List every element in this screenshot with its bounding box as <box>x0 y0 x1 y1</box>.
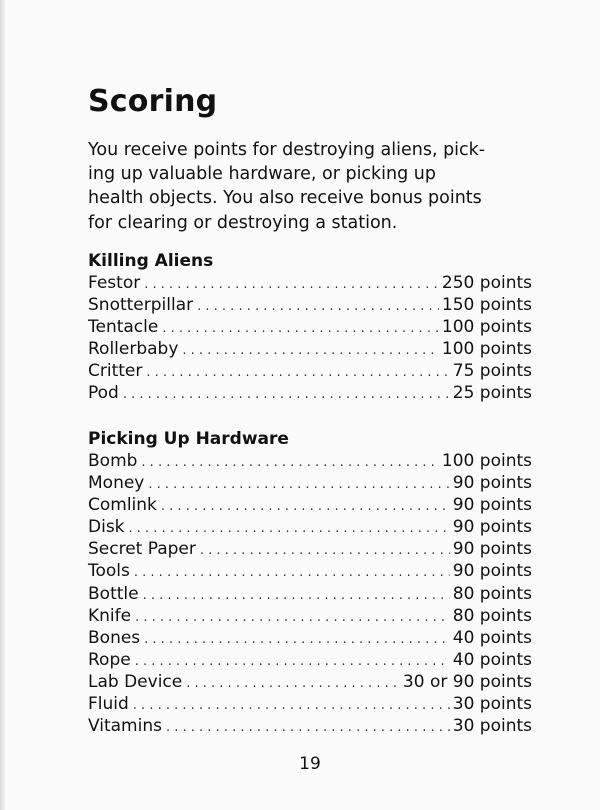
killing-aliens-section <box>88 250 532 405</box>
item-name: Bomb <box>88 451 138 471</box>
page-number: 19 <box>299 754 321 774</box>
dot-leader <box>148 474 449 496</box>
score-row <box>88 338 532 360</box>
score-row <box>88 538 532 560</box>
intro-line: ing up valuable hardware, or picking up <box>88 164 437 185</box>
score-row <box>88 450 532 472</box>
item-name: Tentacle <box>88 317 159 338</box>
item-name: Disk <box>88 517 125 538</box>
score-row <box>88 316 532 338</box>
score-row <box>88 715 532 737</box>
dot-leader <box>166 717 450 739</box>
item-name: Vitamins <box>88 716 162 737</box>
dot-leader <box>200 540 450 562</box>
dot-leader <box>162 318 439 340</box>
score-row <box>88 649 532 671</box>
score-row <box>88 583 532 605</box>
section-heading: Killing Aliens <box>88 251 214 271</box>
score-row <box>88 627 532 649</box>
item-points: 90 points <box>452 473 532 494</box>
item-points: 75 points <box>452 361 532 382</box>
picking-up-hardware-section <box>88 428 532 737</box>
item-points: 30 or 90 points <box>402 671 532 692</box>
item-points: 30 points <box>452 716 532 737</box>
item-name: Critter <box>88 361 143 382</box>
dot-leader <box>141 452 439 474</box>
dot-leader <box>197 296 439 318</box>
score-row <box>88 560 532 582</box>
dot-leader <box>146 362 449 384</box>
intro-line: for clearing or destroying a station. <box>88 212 398 233</box>
intro-paragraph <box>88 138 538 235</box>
item-name: Fluid <box>88 694 129 715</box>
item-points: 25 points <box>452 383 532 404</box>
section-heading: Picking Up Hardware <box>88 429 289 449</box>
item-name: Snotterpillar <box>88 295 194 316</box>
score-row <box>88 272 532 294</box>
dot-leader <box>129 518 450 540</box>
item-name: Rope <box>88 649 131 670</box>
item-name: Rollerbaby <box>88 339 179 360</box>
item-name: Pod <box>88 383 119 404</box>
item-points: 90 points <box>452 561 532 582</box>
score-row <box>88 693 532 715</box>
item-points: 90 points <box>452 495 532 516</box>
item-points: 40 points <box>452 627 532 648</box>
item-points: 90 points <box>452 539 532 560</box>
intro-line: health objects. You also receive bonus points <box>88 188 482 209</box>
item-points: 80 points <box>452 605 532 626</box>
score-row <box>88 294 532 316</box>
item-name: Comlink <box>88 495 157 516</box>
page-title: Scoring <box>88 84 218 119</box>
dot-leader <box>135 607 450 629</box>
score-row <box>88 494 532 516</box>
dot-leader <box>144 274 439 296</box>
item-points: 90 points <box>452 517 532 538</box>
item-name: Knife <box>88 605 132 626</box>
item-name: Secret Paper <box>88 539 196 560</box>
score-row <box>88 671 532 693</box>
dot-leader <box>182 340 439 362</box>
item-points: 100 points <box>441 317 532 338</box>
dot-leader <box>135 651 450 673</box>
item-points: 100 points <box>441 451 532 471</box>
item-points: 150 points <box>441 295 532 316</box>
item-name: Money <box>88 473 145 494</box>
dot-leader <box>143 585 450 607</box>
item-name: Lab Device <box>88 671 183 692</box>
score-row <box>88 382 532 404</box>
item-name: Bones <box>88 627 141 648</box>
score-row <box>88 472 532 494</box>
page-edge-shadow <box>0 0 6 810</box>
dot-leader <box>123 384 450 406</box>
item-name: Festor <box>88 273 141 293</box>
item-points: 30 points <box>452 694 532 715</box>
dot-leader <box>161 496 450 518</box>
item-points: 250 points <box>441 273 532 293</box>
score-row <box>88 516 532 538</box>
item-name: Bottle <box>88 583 139 604</box>
dot-leader <box>133 695 450 717</box>
score-row <box>88 360 532 382</box>
item-name: Tools <box>88 561 130 582</box>
dot-leader <box>134 562 450 584</box>
item-points: 40 points <box>452 649 532 670</box>
dot-leader <box>144 629 450 651</box>
dot-leader <box>186 673 400 695</box>
item-points: 80 points <box>452 583 532 604</box>
score-row <box>88 605 532 627</box>
item-points: 100 points <box>441 339 532 360</box>
intro-line: You receive points for destroying aliens, pick- <box>88 140 486 160</box>
